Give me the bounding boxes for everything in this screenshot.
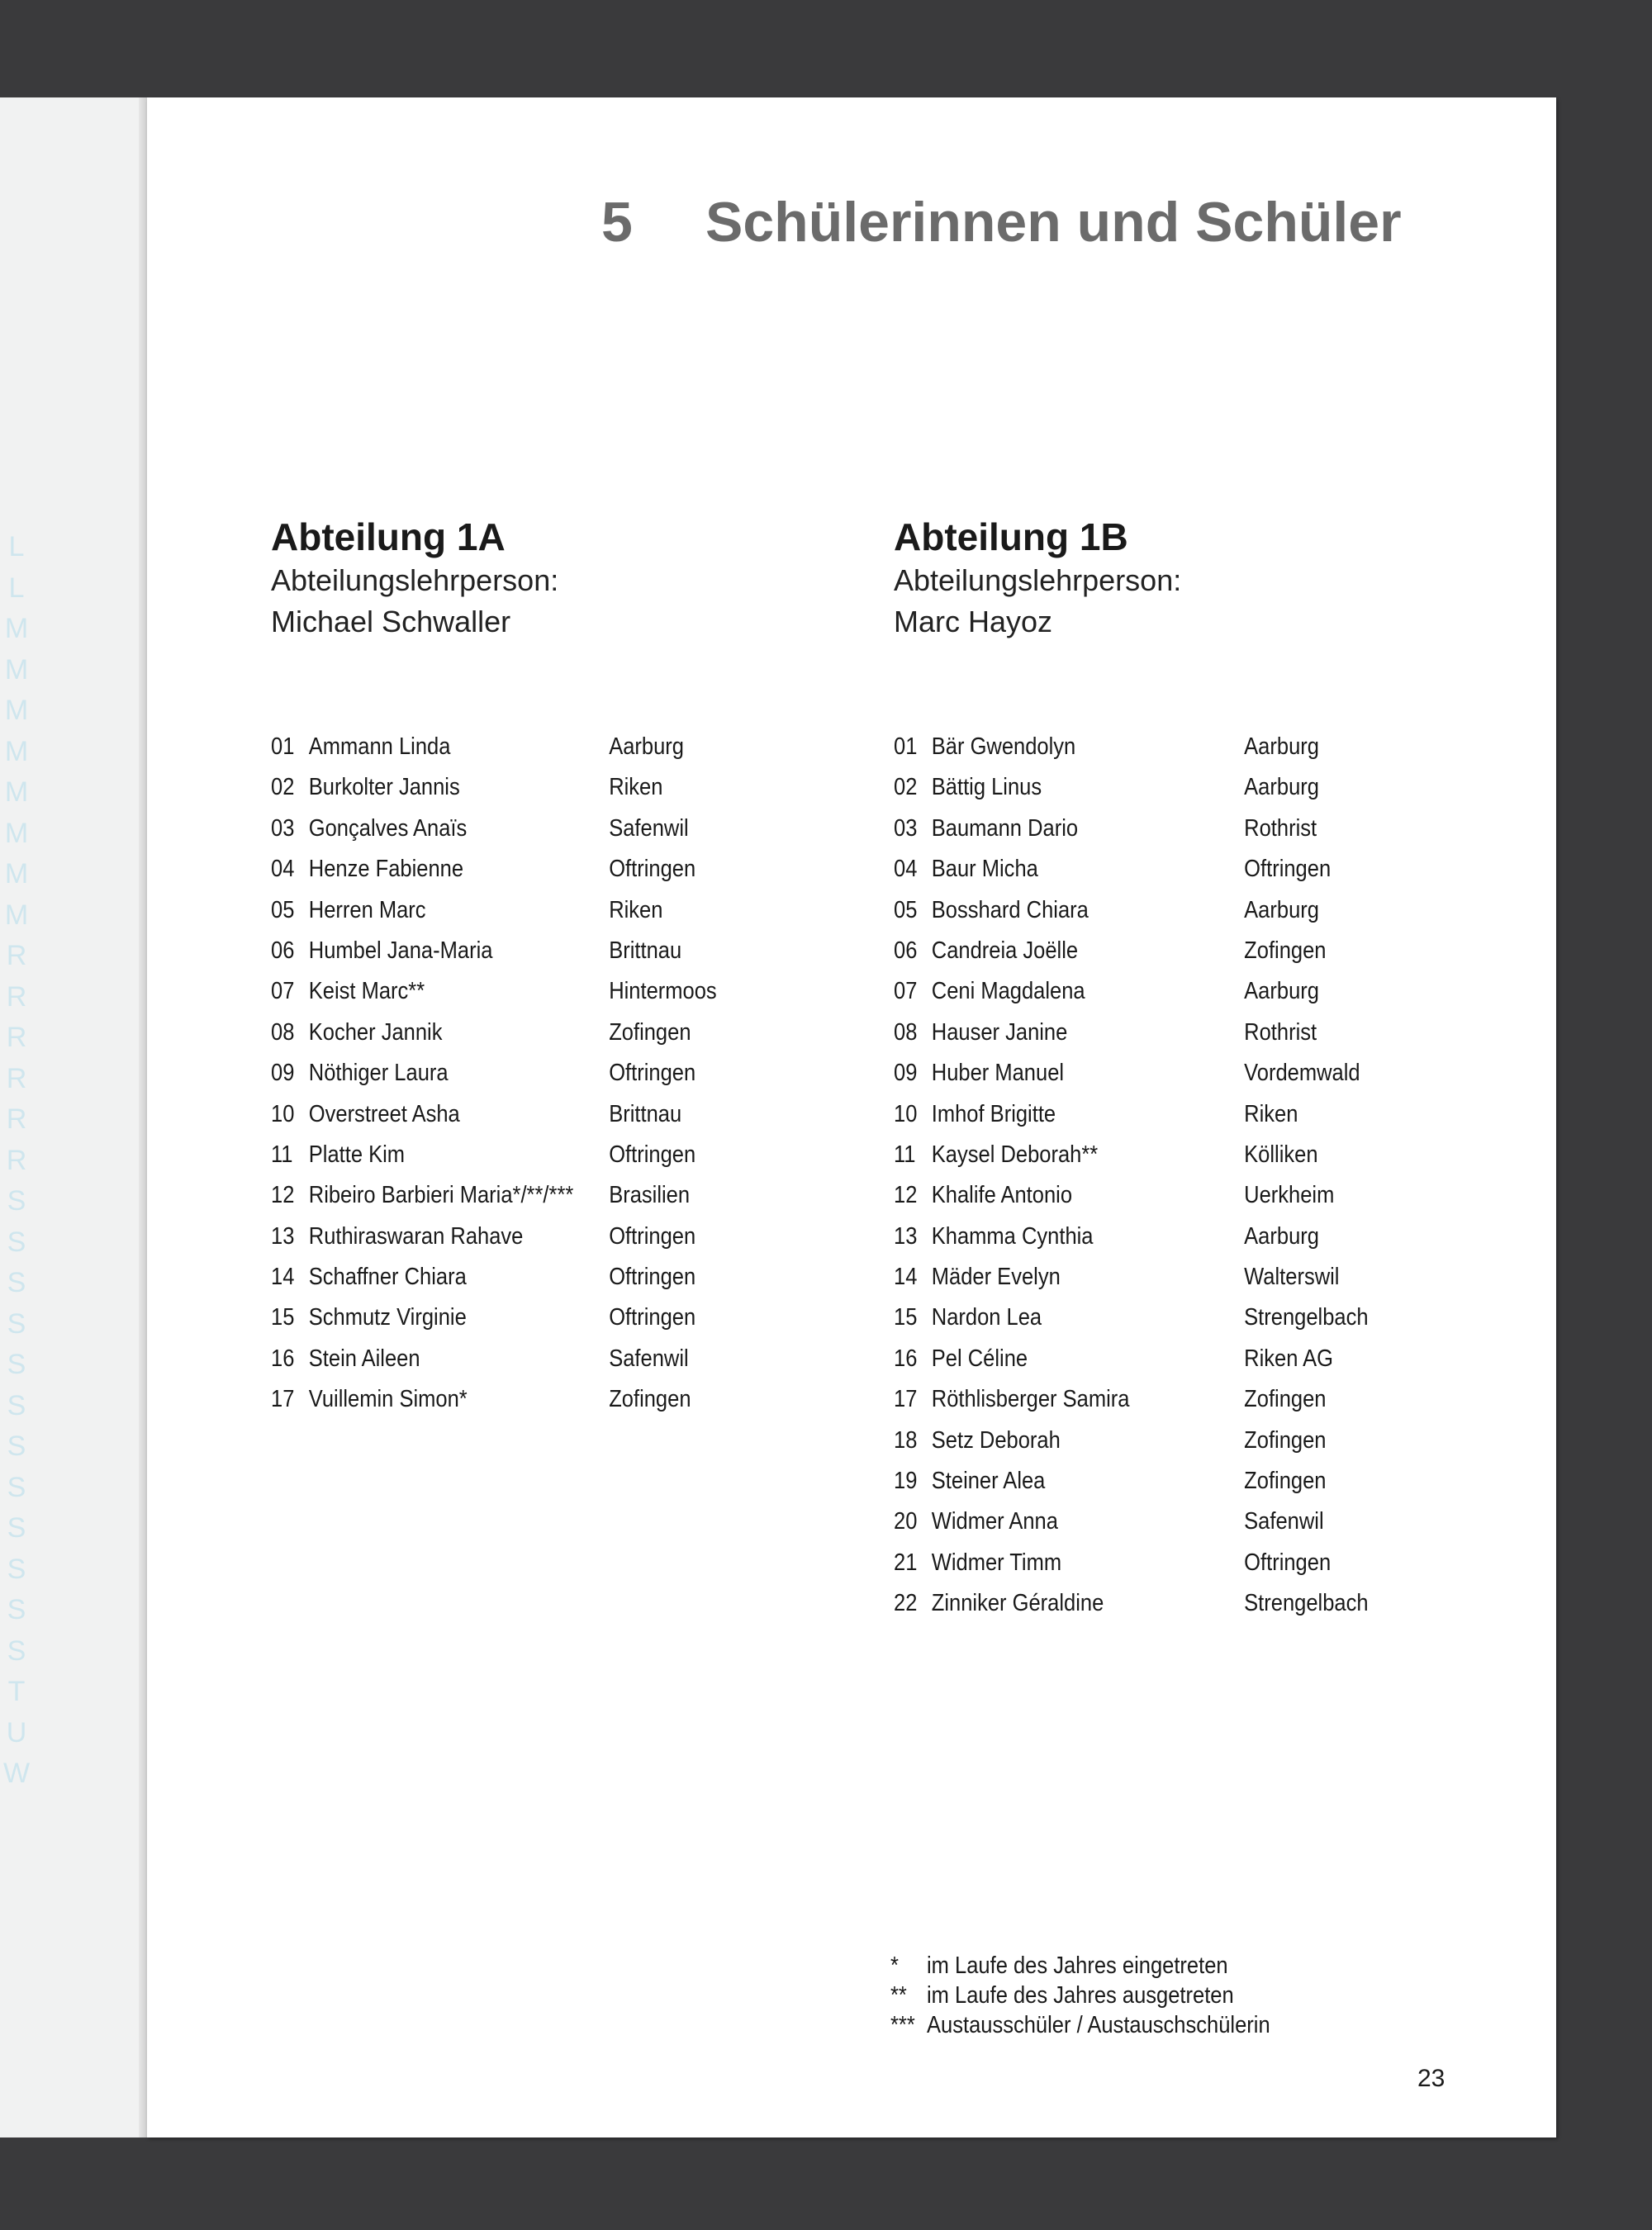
student-place: Vordemwald	[1244, 1060, 1360, 1087]
student-number: 08	[894, 1018, 918, 1046]
student-row	[271, 767, 736, 808]
student-row	[894, 1135, 1359, 1175]
student-place: Zofingen	[1244, 1468, 1327, 1495]
student-number: 10	[271, 1100, 295, 1127]
facing-page-letter: R	[6, 1062, 27, 1094]
student-name: Kocher Jannik	[308, 1018, 443, 1046]
student-number: 05	[894, 896, 918, 923]
student-number: 12	[894, 1182, 918, 1209]
student-row	[894, 1502, 1359, 1542]
student-name: Mäder Evelyn	[931, 1264, 1061, 1291]
student-name: Kaysel Deborah**	[931, 1141, 1099, 1168]
student-place: Hintermoos	[609, 978, 717, 1005]
student-place: Aarburg	[1244, 896, 1319, 923]
student-place: Riken AG	[1244, 1345, 1333, 1372]
student-place: Zofingen	[609, 1386, 691, 1413]
facing-page-letter: M	[4, 613, 29, 644]
student-number: 19	[894, 1468, 918, 1495]
student-name: Baumann Dario	[931, 814, 1079, 842]
student-number: 04	[894, 856, 918, 883]
student-name: Humbel Jana-Maria	[308, 937, 493, 964]
student-name: Overstreet Asha	[308, 1100, 460, 1127]
student-row	[271, 1257, 736, 1298]
student-row	[894, 1339, 1359, 1379]
student-name: Ruthiraswaran Rahave	[308, 1222, 524, 1250]
student-row	[894, 809, 1359, 849]
facing-page-letter: M	[4, 899, 29, 931]
facing-page-letter: W	[2, 1758, 31, 1789]
student-number: 11	[271, 1141, 293, 1168]
student-place: Zofingen	[1244, 937, 1327, 964]
facing-page-letter: M	[4, 653, 29, 686]
student-number: 14	[894, 1264, 918, 1291]
student-number: 07	[271, 978, 295, 1005]
roster-1a	[271, 727, 736, 1421]
student-name: Burkolter Jannis	[308, 774, 460, 801]
student-name: Ammann Linda	[308, 733, 451, 760]
student-place: Rothrist	[1244, 814, 1317, 842]
student-place: Brittnau	[609, 1100, 682, 1127]
student-name: Baur Micha	[931, 856, 1038, 883]
facing-page-letter: M	[4, 695, 29, 726]
student-number: 18	[894, 1426, 918, 1454]
student-row	[271, 1217, 736, 1257]
student-place: Safenwil	[1244, 1508, 1324, 1535]
facing-page-letter: R	[6, 1022, 27, 1053]
chapter-heading	[601, 190, 1402, 254]
facing-page-letter: S	[7, 1226, 26, 1258]
student-place: Zofingen	[609, 1018, 691, 1046]
student-place: Strengelbach	[1244, 1590, 1369, 1617]
student-row	[271, 1298, 736, 1338]
student-name: Pel Céline	[931, 1345, 1028, 1372]
section-1a-header	[271, 514, 849, 643]
student-name: Setz Deborah	[931, 1426, 1061, 1454]
facing-page-letter: T	[7, 1676, 26, 1707]
student-row	[894, 767, 1359, 808]
student-number: 11	[894, 1141, 916, 1168]
legend-mark: **	[890, 1982, 907, 2009]
student-place: Safenwil	[609, 814, 689, 842]
student-place: Oftringen	[609, 1141, 696, 1168]
student-number: 03	[271, 814, 295, 842]
student-name: Khamma Cynthia	[931, 1222, 1094, 1250]
student-number: 15	[894, 1304, 918, 1331]
student-row	[271, 1013, 736, 1053]
student-name: Ribeiro Barbieri Maria*/**/***	[308, 1182, 574, 1209]
student-row	[271, 1135, 736, 1175]
student-row	[894, 849, 1359, 890]
student-number: 20	[894, 1508, 918, 1535]
student-place: Oftringen	[609, 1304, 696, 1331]
student-name: Khalife Antonio	[931, 1182, 1073, 1209]
facing-page-letter: M	[4, 735, 29, 767]
student-row	[894, 727, 1359, 767]
facing-page-letter: R	[6, 1103, 27, 1135]
student-row	[271, 1175, 736, 1216]
student-number: 07	[894, 978, 918, 1005]
student-place: Safenwil	[609, 1345, 689, 1372]
facing-page-letter: S	[7, 1185, 26, 1217]
student-place: Aarburg	[1244, 1222, 1319, 1250]
student-name: Bosshard Chiara	[931, 896, 1089, 923]
teacher-label: Abteilungslehrperson:	[894, 563, 1182, 597]
student-number: 16	[271, 1345, 295, 1372]
student-place: Oftringen	[1244, 1549, 1332, 1576]
chapter-number: 5	[601, 191, 633, 254]
student-name: Bär Gwendolyn	[931, 733, 1076, 760]
student-place: Riken	[609, 896, 663, 923]
student-name: Platte Kim	[308, 1141, 406, 1168]
facing-page-letter: L	[8, 572, 25, 604]
facing-page-letter: S	[7, 1594, 26, 1625]
student-row	[894, 1053, 1359, 1094]
student-row	[894, 1094, 1359, 1135]
facing-page-letter: S	[7, 1512, 26, 1544]
student-name: Huber Manuel	[931, 1060, 1065, 1087]
student-row	[894, 1461, 1359, 1502]
student-place: Uerkheim	[1244, 1182, 1335, 1209]
facing-page-letter: S	[7, 1635, 26, 1667]
student-number: 06	[894, 937, 918, 964]
student-place: Oftringen	[609, 856, 696, 883]
student-number: 14	[271, 1264, 295, 1291]
student-row	[894, 1421, 1359, 1461]
facing-page-letter: M	[4, 776, 29, 808]
student-name: Steiner Alea	[931, 1468, 1046, 1495]
student-name: Hauser Janine	[931, 1018, 1068, 1046]
student-name: Henze Fabienne	[308, 856, 464, 883]
student-name: Nöthiger Laura	[308, 1060, 449, 1087]
student-number: 09	[271, 1060, 295, 1087]
student-row	[271, 1379, 736, 1420]
facing-page-letter: S	[7, 1471, 26, 1503]
student-name: Nardon Lea	[931, 1304, 1042, 1331]
student-place: Walterswil	[1244, 1264, 1340, 1291]
student-place: Riken	[609, 774, 663, 801]
chapter-title: Schülerinnen und Schüler	[705, 191, 1402, 254]
facing-page-letter: R	[6, 980, 27, 1013]
student-name: Stein Aileen	[308, 1345, 420, 1372]
student-place: Oftringen	[609, 1222, 696, 1250]
facing-page-edge	[0, 97, 147, 2137]
section-title: Abteilung 1B	[894, 515, 1128, 558]
section-1b-header	[894, 514, 1472, 643]
student-number: 17	[894, 1386, 918, 1413]
student-row	[894, 1583, 1369, 1624]
facing-page-letter: R	[6, 1144, 27, 1176]
student-name: Widmer Timm	[931, 1549, 1062, 1576]
student-name: Zinniker Géraldine	[931, 1590, 1104, 1617]
document-page	[147, 97, 1556, 2137]
facing-page-letter: S	[7, 1349, 26, 1380]
student-number: 13	[271, 1222, 295, 1250]
student-name: Röthlisberger Samira	[931, 1386, 1130, 1413]
student-name: Schaffner Chiara	[308, 1264, 467, 1291]
student-place: Aarburg	[1244, 774, 1319, 801]
student-row	[894, 1013, 1359, 1053]
student-row	[271, 1094, 736, 1135]
student-number: 04	[271, 856, 295, 883]
legend-text: im Laufe des Jahres ausgetreten	[927, 1982, 1234, 2009]
student-number: 09	[894, 1060, 918, 1087]
student-place: Aarburg	[1244, 733, 1319, 760]
student-row	[894, 1543, 1359, 1583]
student-row	[894, 971, 1359, 1012]
student-place: Brasilien	[609, 1182, 691, 1209]
student-place: Oftringen	[609, 1264, 696, 1291]
student-number: 12	[271, 1182, 295, 1209]
facing-page-letter: M	[4, 817, 29, 849]
student-number: 02	[271, 774, 295, 801]
student-name: Imhof Brigitte	[931, 1100, 1056, 1127]
student-number: 01	[894, 733, 918, 760]
student-row	[271, 727, 736, 767]
facing-page-letter: L	[8, 531, 25, 562]
student-number: 03	[894, 814, 918, 842]
facing-page-letter: S	[7, 1389, 26, 1421]
student-row	[271, 1053, 736, 1094]
student-name: Ceni Magdalena	[931, 978, 1085, 1005]
student-row	[271, 1339, 736, 1379]
legend-mark: *	[890, 1952, 899, 1979]
student-place: Aarburg	[1244, 978, 1319, 1005]
section-title: Abteilung 1A	[271, 515, 506, 558]
student-place: Zofingen	[1244, 1386, 1327, 1413]
student-number: 15	[271, 1304, 295, 1331]
student-place: Oftringen	[609, 1060, 696, 1087]
student-number: 06	[271, 937, 295, 964]
student-name: Bättig Linus	[931, 774, 1042, 801]
student-row	[894, 1217, 1359, 1257]
student-row	[894, 931, 1359, 971]
facing-page-letters	[0, 527, 33, 1795]
student-place: Kölliken	[1244, 1141, 1318, 1168]
roster-1b	[894, 727, 1369, 1625]
teacher-name: Michael Schwaller	[271, 605, 511, 638]
student-row	[894, 1175, 1359, 1216]
facing-page-letter: S	[7, 1307, 26, 1340]
student-name: Schmutz Virginie	[308, 1304, 467, 1331]
facing-page-letter: R	[6, 940, 27, 971]
student-place: Strengelbach	[1244, 1304, 1369, 1331]
student-number: 08	[271, 1018, 295, 1046]
student-place: Brittnau	[609, 937, 682, 964]
student-row	[894, 1379, 1359, 1420]
student-number: 10	[894, 1100, 918, 1127]
student-row	[894, 1298, 1369, 1338]
teacher-name: Marc Hayoz	[894, 605, 1053, 638]
student-row	[271, 971, 736, 1012]
student-name: Keist Marc**	[308, 978, 425, 1005]
facing-page-letter: S	[7, 1431, 26, 1462]
student-name: Herren Marc	[308, 896, 426, 923]
book-spine	[139, 97, 147, 2137]
facing-page-letter: U	[6, 1716, 27, 1748]
student-place: Rothrist	[1244, 1018, 1317, 1046]
student-number: 17	[271, 1386, 295, 1413]
teacher-label: Abteilungslehrperson:	[271, 563, 559, 597]
student-number: 05	[271, 896, 295, 923]
student-place: Aarburg	[609, 733, 684, 760]
legend-text: im Laufe des Jahres eingetreten	[927, 1952, 1228, 1979]
page-number: 23	[1417, 2065, 1446, 2092]
student-number: 21	[894, 1549, 918, 1576]
student-number: 13	[894, 1222, 918, 1250]
student-number: 16	[894, 1345, 918, 1372]
facing-page-letter: S	[7, 1267, 26, 1298]
student-name: Candreia Joëlle	[931, 937, 1079, 964]
facing-page-letter: S	[7, 1553, 26, 1585]
student-number: 02	[894, 774, 918, 801]
student-row	[894, 890, 1359, 931]
student-place: Zofingen	[1244, 1426, 1327, 1454]
student-name: Gonçalves Anaïs	[308, 814, 468, 842]
student-row	[894, 1257, 1359, 1298]
facing-page-letter: M	[4, 858, 29, 890]
legend-mark: ***	[890, 2012, 915, 2038]
student-place: Riken	[1244, 1100, 1298, 1127]
student-row	[271, 890, 736, 931]
legend-text: Austausschüler / Austauschschülerin	[927, 2012, 1270, 2038]
student-name: Widmer Anna	[931, 1508, 1058, 1535]
student-place: Oftringen	[1244, 856, 1332, 883]
student-name: Vuillemin Simon*	[308, 1386, 468, 1413]
student-row	[271, 849, 736, 890]
student-row	[271, 809, 736, 849]
student-row	[271, 931, 736, 971]
student-number: 01	[271, 733, 295, 760]
student-number: 22	[894, 1590, 918, 1617]
